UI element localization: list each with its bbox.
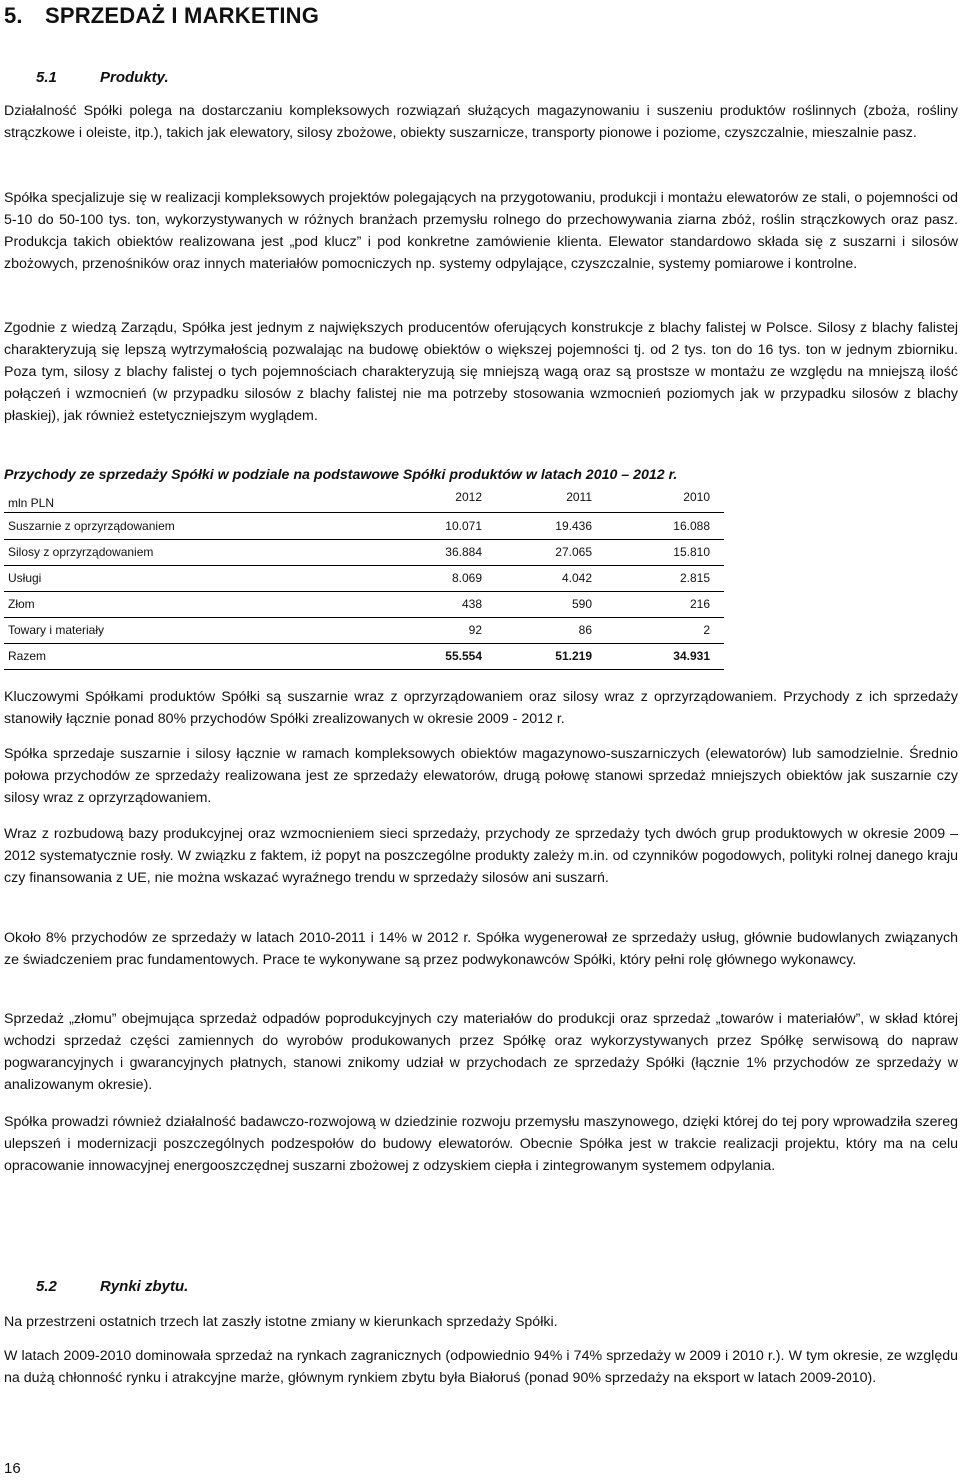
table-cell: 590 [571, 597, 592, 611]
subsection-number: 5.1 [36, 69, 57, 86]
paragraph: Spółka specjalizuje się w realizacji kompleksowych projektów polegających na przygotowaniu, produkcji i montażu elewatorów ze stali, o pojemności od 5-10 do 50-100 tys. ton, wykorzystywanych w różnych branżach przemysłu rolnego do przechowywania ziarna zbóż, roślin strączkowych oraz pasz. Produkcja takich obiektów realizowana jest „pod klucz” i pod konkretne zamówienie klienta. Elewator standardowo składa się z suszarni i silosów zbożowych, przenośników oraz innych materiałów pomocniczych np. systemy odpylające, czyszczalnie, systemy pomiarowe i kontrolne. [4, 190, 958, 272]
table-cell: 51.219 [555, 649, 592, 663]
table-caption: Przychody ze sprzedaży Spółki w podziale na podstawowe Spółki produktów w latach 2010 – 2012 r. [4, 467, 678, 483]
table-cell: 27.065 [555, 545, 592, 559]
paragraph: Kluczowymi Spółkami produktów Spółki są suszarnie wraz z oprzyrządowaniem oraz silosy wraz z oprzyrządowaniem. Przychody z ich sprzedaży stanowiły łącznie ponad 80% przychodów Spółki zrealizowanych w okresie 2009 - 2012 r. [4, 689, 958, 727]
table-cell: 2 [703, 623, 710, 637]
table-cell: 216 [689, 597, 710, 611]
paragraph: Na przestrzeni ostatnich trzech lat zaszły istotne zmiany w kierunkach sprzedaży Spółki. [4, 1314, 558, 1330]
table-row [4, 539, 724, 566]
paragraph: Spółka sprzedaje suszarnie i silosy łącznie w ramach kompleksowych obiektów magazynowo-suszarniczych (elewatorów) lub samodzielnie. Średnio połowa przychodów ze sprzedaży realizowana jest ze sprzedaży elewatorów, drugą połowę stanowi sprzedaż mniejszych obiektów jak suszarnie czy silosy wraz z oprzyrządowaniem. [4, 746, 958, 806]
paragraph: Około 8% przychodów ze sprzedaży w latach 2010-2011 i 14% w 2012 r. Spółka wygenerował ze sprzedaży usług, głównie budowlanych związanych ze świadczeniem prac fundamentowych. Prace te wykonywane są przez podwykonawców Spółki, który pełni rolę głównego wykonawcy. [4, 930, 958, 968]
row-label: Usługi [8, 571, 42, 585]
table-cell: 92 [468, 623, 482, 637]
table-total-row [4, 643, 724, 670]
paragraph: Sprzedaż „złomu” obejmująca sprzedaż odpadów poprodukcyjnych czy materiałów do produkcji oraz sprzedaż „towarów i materiałów”, w skład której wchodzi sprzedaż części zamiennych do wyrobów produkowanych przez Spółkę oraz wykorzystywanych przez Spółkę serwisową do napraw pogwarancyjnych i gwarancyjnych płatnych, stanowi znikomy udział w przychodach ze sprzedaży Spółki (łącznie 1% przychodów ze sprzedaży w analizowanym okresie). [4, 1011, 958, 1093]
subsection-title: Rynki zbytu. [100, 1278, 189, 1295]
column-header: 2012 [455, 490, 482, 504]
paragraph: Wraz z rozbudową bazy produkcyjnej oraz wzmocnieniem sieci sprzedaży, przychody ze sprzedaży tych dwóch grup produktowych w okresie 2009 – 2012 systematycznie rosły. W związku z faktem, iż popyt na poszczególne produkty zależy m.in. od czynników pogodowych, polityki rolnej danego kraju czy finansowania z UE, nie można wskazać wyraźnego trendu w sprzedaży silosów ani suszarń. [4, 826, 958, 886]
section-heading: 5. SPRZEDAŻ I MARKETING [4, 3, 320, 28]
column-header: 2011 [566, 490, 592, 504]
paragraph: Zgodnie z wiedzą Zarządu, Spółka jest jednym z największych producentów oferujących konstrukcje z blachy falistej w Polsce. Silosy z blachy falistej charakteryzują się lepszą wytrzymałością pozwalając na budowę obiektów o większej pojemności tj. od 2 tys. ton do 16 tys. ton w jednym zbiorniku. Poza tym, silosy z blachy falistej o tych pojemnościach charakteryzują się mniejszą wagą oraz są prostsze w montażu ze względu na mniejszą ilość połączeń i wzmocnień (w przypadku silosów z blachy falistej nie ma potrzeby stosowania wzmocnień poziomych jak w przypadku silosów z blachy płaskiej), jak również estetyczniejszym wyglądem. [4, 320, 958, 424]
column-header: 2010 [683, 490, 710, 504]
table-cell: 8.069 [451, 571, 482, 585]
paragraph: Spółka prowadzi również działalność badawczo-rozwojową w dziedzinie rozwoju przemysłu maszynowego, dzięki której do tej pory wprowadziła szereg ulepszeń i modernizacji poszczególnych podzespołów do budowy elewatorów. Obecnie Spółka jest w trakcie realizacji projektu, który ma na celu opracowanie innowacyjnej energooszczędnej suszarni zbożowej z odzyskiem ciepła i zintegrowanym systemem odpylania. [4, 1114, 958, 1174]
table-cell: 15.810 [673, 545, 710, 559]
table-cell: 55.554 [445, 649, 482, 663]
subsection-heading-products [36, 69, 169, 86]
table-unit-label: mln PLN [8, 496, 55, 510]
table-cell: 86 [578, 623, 592, 637]
row-label: Towary i materiały [8, 623, 105, 637]
table-cell: 10.071 [445, 519, 482, 533]
table-cell: 36.884 [445, 545, 482, 559]
table-header-row [4, 478, 724, 513]
table-cell: 2.815 [679, 571, 710, 585]
row-label: Silosy z oprzyrządowaniem [8, 545, 154, 559]
table-cell: 16.088 [673, 519, 710, 533]
paragraph: W latach 2009-2010 dominowała sprzedaż na rynkach zagranicznych (odpowiednio 94% i 74% sprzedaży w 2009 i 2010 r.). W tym okresie, ze względu na dużą chłonność rynku i atrakcyjne marże, głównym rynkiem zbytu była Białoruś (ponad 90% sprzedaży na eksport w latach 2009-2010). [4, 1348, 958, 1386]
page-number: 16 [4, 1460, 21, 1477]
paragraph: Działalność Spółki polega na dostarczaniu kompleksowych rozwiązań służących magazynowaniu i suszeniu produktów roślinnych (zboża, rośliny strączkowe i oleiste, itp.), takich jak elewatory, silosy zbożowe, obiekty suszarnicze, transporty pionowe i poziome, czyszczalnie, mieszalnie pasz. [4, 103, 958, 141]
table-row [4, 513, 724, 540]
table-row [4, 565, 724, 592]
subsection-title: Produkty. [100, 69, 169, 86]
table-row [4, 617, 724, 644]
subsection-heading-markets [36, 1278, 188, 1295]
table-cell: 438 [461, 597, 482, 611]
row-label: Złom [8, 597, 35, 611]
subsection-number: 5.2 [36, 1278, 57, 1295]
table-cell: 19.436 [555, 519, 592, 533]
table-cell: 4.042 [561, 571, 592, 585]
row-label: Razem [8, 649, 47, 663]
table-row [4, 591, 724, 618]
table-cell: 34.931 [673, 649, 710, 663]
row-label: Suszarnie z oprzyrządowaniem [8, 519, 175, 533]
